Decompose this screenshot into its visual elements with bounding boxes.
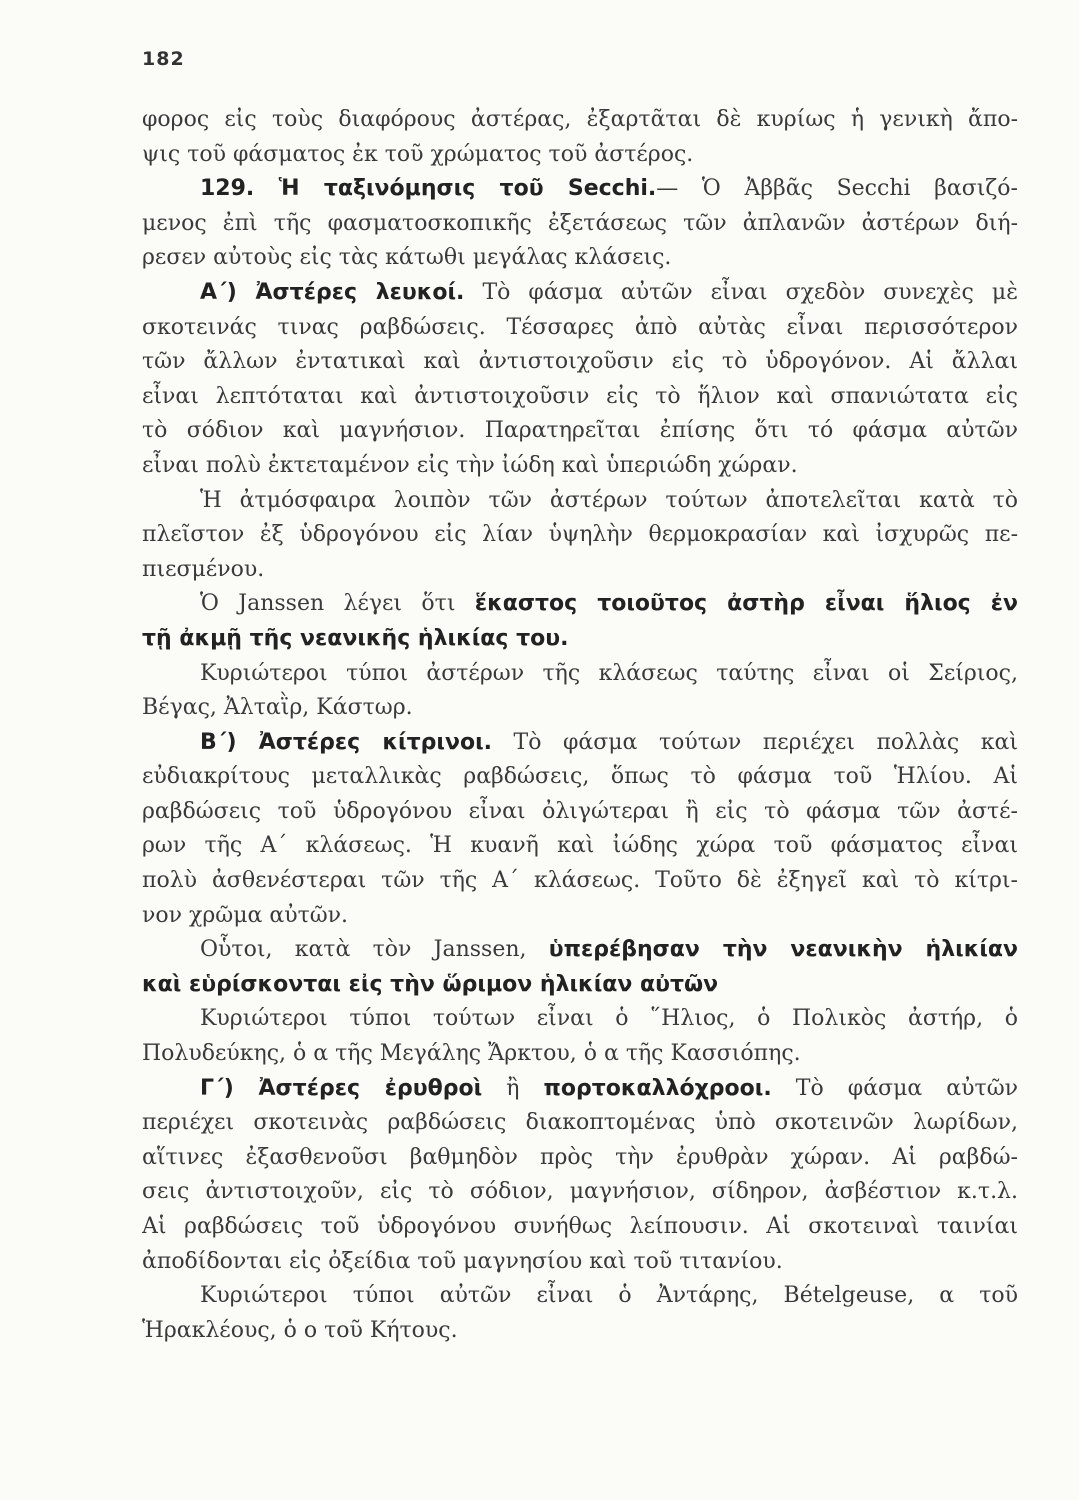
- text-line: [142, 587, 1018, 622]
- text-segment: τῶν ἄλλων ἐντατικαὶ καὶ ἀντιστοιχοῦσιν εἰς τὸ ὑδρογόνον. Αἱ ἄλλαι: [142, 349, 1018, 375]
- text-line: [142, 1245, 1018, 1280]
- text-line: [142, 138, 1018, 173]
- text-line: [142, 726, 1018, 761]
- text-segment: ρεσεν αὐτοὺς εἰς τὰς κάτωθι μεγάλας κλάσεις.: [142, 245, 672, 271]
- text-line: [142, 172, 1018, 207]
- text-segment: σεις ἀντιστοιχοῦν, εἰς τὸ σόδιον, μαγνήσιον, σίδηρον, ἀσβέστιον κ.τ.λ.: [142, 1179, 1018, 1205]
- text-line: [142, 691, 1018, 726]
- bold-phrase: πορτοκαλλόχροοι.: [543, 1075, 772, 1101]
- text-segment: αἵτινες ἐξασθενοῦσι βαθμηδὸν πρὸς τὴν ἐρυθρὰν χώραν. Αἱ ραβδώ-: [142, 1144, 1018, 1170]
- bold-phrase: Β΄) Ἀστέρες κίτρινοι.: [200, 729, 492, 755]
- text-line: [142, 1314, 1018, 1349]
- text-line: [142, 622, 1018, 657]
- text-line: [142, 345, 1018, 380]
- text-line: [142, 380, 1018, 415]
- page-number: 182: [142, 48, 185, 70]
- bold-phrase: ὑπερέβησαν τὴν νεανικὴν ἡλικίαν: [548, 937, 1018, 963]
- bold-phrase: Α΄) Ἀστέρες λευκοί.: [200, 279, 465, 305]
- text-line: [142, 207, 1018, 242]
- text-line: [142, 103, 1018, 138]
- text-line: [142, 1002, 1018, 1037]
- text-line: [142, 1279, 1018, 1314]
- text-line: [142, 864, 1018, 899]
- bold-phrase: 129. Ἡ ταξινόμησις τοῦ Secchi.: [200, 176, 657, 202]
- text-segment: Κυριώτεροι τύποι τούτων εἶναι ὁ ῞Ηλιος, ὁ Πολικὸς ἀστήρ, ὁ: [200, 1006, 1018, 1032]
- text-segment: Τὸ φάσμα αὐτῶν: [771, 1075, 1018, 1101]
- text-segment: πλεῖστον ἐξ ὑδρογόνου εἰς λίαν ὑψηλὴν θερμοκρασίαν καὶ ἰσχυρῶς πε-: [142, 522, 1018, 548]
- text-segment: Ἡρακλέους, ὁ ο τοῦ Κήτους.: [142, 1317, 458, 1343]
- text-line: [142, 657, 1018, 692]
- text-segment: Πολυδεύκης, ὁ α τῆς Μεγάλης Ἄρκτου, ὁ α τῆς Κασσιόπης.: [142, 1041, 801, 1067]
- text-segment: Αἱ ραβδώσεις τοῦ ὑδρογόνου συνήθως λείπουσιν. Αἱ σκοτειναὶ ταινίαι: [142, 1214, 1018, 1239]
- text-segment: πολὺ ἀσθενέστεραι τῶν τῆς Α΄ κλάσεως. Τοῦτο δὲ ἐξηγεῖ καὶ τὸ κίτρι-: [142, 868, 1018, 894]
- text-line: [142, 795, 1018, 830]
- text-line: [142, 449, 1018, 484]
- text-segment: εἶναι πολὺ ἐκτεταμένον εἰς τὴν ἰώδη καὶ ὑπεριώδη χώραν.: [142, 452, 798, 478]
- text-segment: Οὗτοι, κατὰ τὸν Janssen,: [200, 937, 549, 963]
- text-segment: πιεσμένου.: [142, 556, 265, 582]
- text-line: [142, 760, 1018, 795]
- text-segment: — Ὁ Ἀββᾶς Secchi βασιζό-: [656, 176, 1018, 202]
- text-segment: περιέχει σκοτεινὰς ραβδώσεις διακοπτομένας ὑπὸ σκοτεινῶν λωρίδων,: [142, 1110, 1018, 1136]
- text-line: [142, 1141, 1018, 1176]
- text-segment: Βέγας, Ἀλταῒρ, Κάστωρ.: [142, 695, 413, 721]
- text-segment: ραβδώσεις τοῦ ὑδρογόνου εἶναι ὀλιγώτεραι ἢ εἰς τὸ φάσμα τῶν ἀστέ-: [142, 798, 1018, 824]
- bold-phrase: ἕκαστος τοιοῦτος ἀστὴρ εἶναι ἥλιος ἐν: [474, 591, 1018, 617]
- text-line: [142, 276, 1018, 311]
- text-line: [142, 484, 1018, 519]
- text-segment: Τὸ φάσμα τούτων περιέχει πολλὰς καὶ: [492, 729, 1018, 755]
- text-segment: εἶναι λεπτόταται καὶ ἀντιστοιχοῦσιν εἰς τὸ ἥλιον καὶ σπανιώτατα εἰς: [142, 383, 1018, 409]
- text-line: [142, 1175, 1018, 1210]
- text-segment: Κυριώτεροι τύποι ἀστέρων τῆς κλάσεως ταύτης εἶναι οἱ Σείριος,: [200, 660, 1018, 686]
- text-segment: ἀποδίδονται εἰς ὀξείδια τοῦ μαγνησίου καὶ τοῦ τιτανίου.: [142, 1248, 783, 1274]
- text-line: [142, 899, 1018, 934]
- text-segment: Κυριώτεροι τύποι αὐτῶν εἶναι ὁ Ἀντάρης, Bételgeuse, α τοῦ: [200, 1283, 1018, 1309]
- text-line: [142, 414, 1018, 449]
- text-line: [142, 968, 1018, 1003]
- text-segment: Ἡ ἀτμόσφαιρα λοιπὸν τῶν ἀστέρων τούτων ἀποτελεῖται κατὰ τὸ: [200, 487, 1018, 513]
- text-line: [142, 518, 1018, 553]
- text-line: [142, 829, 1018, 864]
- body-text: [142, 103, 1018, 1348]
- text-segment: νον χρῶμα αὐτῶν.: [142, 902, 349, 928]
- text-segment: Ὁ Janssen λέγει ὅτι: [200, 591, 475, 617]
- text-line: [142, 1106, 1018, 1141]
- text-line: [142, 933, 1018, 968]
- text-segment: μενος ἐπὶ τῆς φασματοσκοπικῆς ἐξετάσεως τῶν ἀπλανῶν ἀστέρων διή-: [142, 210, 1018, 236]
- text-line: [142, 1072, 1018, 1107]
- text-segment: ρων τῆς Α΄ κλάσεως. Ἡ κυανῆ καὶ ἰώδης χώρα τοῦ φάσματος εἶναι: [142, 833, 1018, 859]
- text-segment: φορος εἰς τοὺς διαφόρους ἀστέρας, ἐξαρτᾶται δὲ κυρίως ἡ γενικὴ ἄπο-: [142, 107, 1018, 132]
- text-segment: ἢ: [482, 1075, 544, 1101]
- text-segment: σκοτεινάς τινας ραβδώσεις. Τέσσαρες ἀπὸ αὐτὰς εἶναι περισσότερον: [142, 314, 1018, 340]
- text-line: [142, 553, 1018, 588]
- bold-phrase: τῇ ἀκμῇ τῆς νεανικῆς ἡλικίας του.: [142, 625, 569, 651]
- text-segment: Τὸ φάσμα αὐτῶν εἶναι σχεδὸν συνεχὲς μὲ: [464, 279, 1018, 305]
- bold-phrase: Γ΄) Ἀστέρες ἐρυθροὶ: [200, 1075, 483, 1101]
- text-line: [142, 311, 1018, 346]
- text-segment: εὐδιακρίτους μεταλλικὰς ραβδώσεις, ὅπως τὸ φάσμα τοῦ Ἡλίου. Αἱ: [142, 764, 1018, 790]
- text-line: [142, 241, 1018, 276]
- text-segment: ψις τοῦ φάσματος ἐκ τοῦ χρώματος τοῦ ἀστέρος.: [142, 141, 694, 167]
- text-line: [142, 1210, 1018, 1245]
- text-segment: τὸ σόδιον καὶ μαγνήσιον. Παρατηρεῖται ἐπίσης ὅτι τό φάσμα αὐτῶν: [142, 418, 1018, 444]
- bold-phrase: καὶ εὑρίσκονται εἰς τὴν ὥριμον ἡλικίαν αὐτῶν: [142, 971, 719, 997]
- text-line: [142, 1037, 1018, 1072]
